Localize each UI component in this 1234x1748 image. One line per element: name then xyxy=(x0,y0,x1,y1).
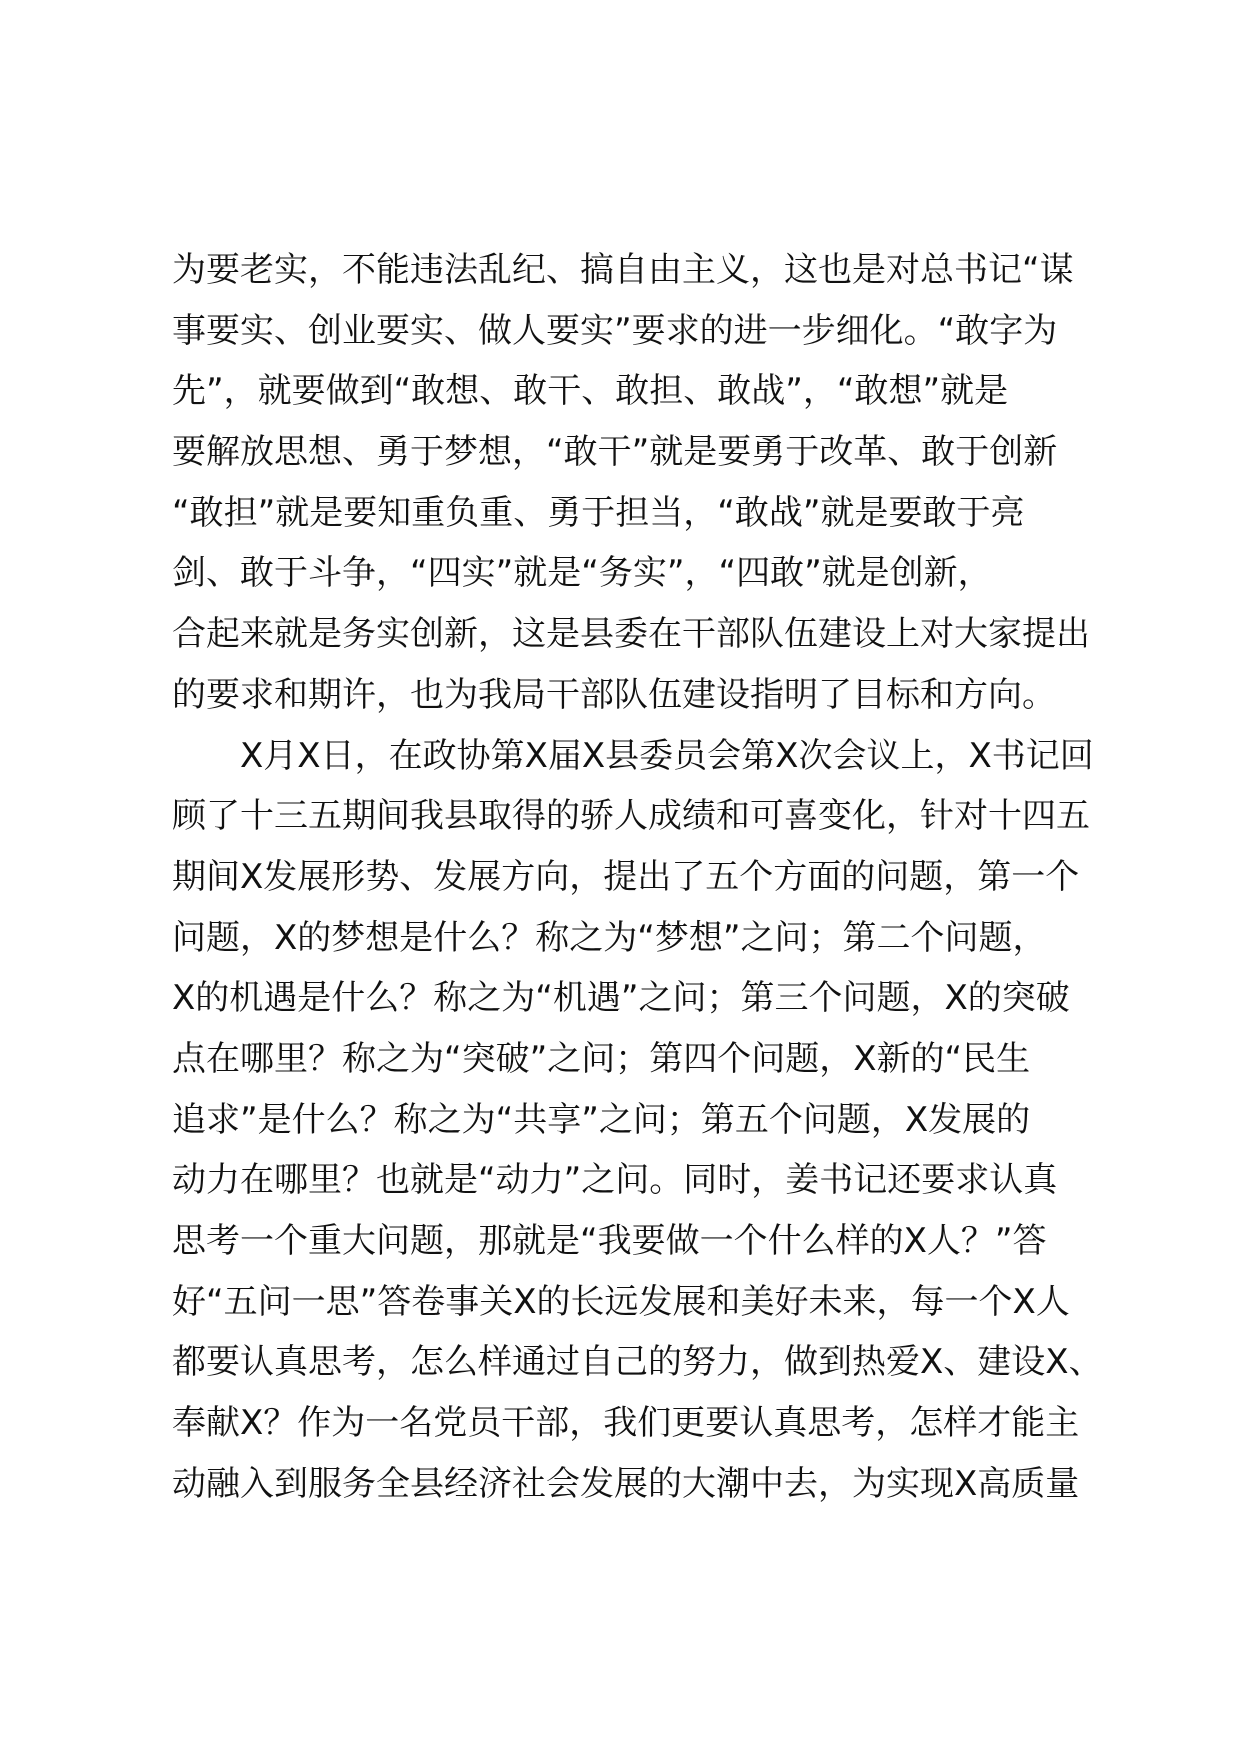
text-line: 的要求和期许，也为我局干部队伍建设指明了目标和方向。 xyxy=(172,674,1056,715)
text-line: 都要认真思考，怎么样通过自己的努力，做到热爱X、建设X、 xyxy=(172,1342,1103,1383)
text-line: 追求”是什么？称之为“共享”之问；第五个问题，X发展的 xyxy=(172,1099,1031,1140)
text-line: 问题，X的梦想是什么？称之为“梦想”之问；第二个问题， xyxy=(172,917,1047,958)
text-line: 奉献X？作为一名党员干部，我们更要认真思考，怎样才能主 xyxy=(172,1403,1080,1444)
text-line: 剑、敢于斗争，“四实”就是“务实”，“四敢”就是创新， xyxy=(172,553,992,594)
text-line: 期间X发展形势、发展方向，提出了五个方面的问题，第一个 xyxy=(172,856,1080,897)
text-line: 为要老实，不能违法乱纪、搞自由主义，这也是对总书记“谋 xyxy=(172,250,1074,290)
text-line: 先”，就要做到“敢想、敢干、敢担、敢战”，“敢想”就是 xyxy=(172,371,1009,412)
text-line: “敢担”就是要知重负重、勇于担当，“敢战”就是要敢于亮 xyxy=(172,492,1025,533)
text-line: 要解放思想、勇于梦想，“敢干”就是要勇于改革、敢于创新 xyxy=(172,432,1058,473)
text-line: X月X日，在政协第X届X县委员会第X次会议上，X书记回 xyxy=(172,735,1094,776)
text-line: 点在哪里？称之为“突破”之问；第四个问题，X新的“民生 xyxy=(172,1038,1031,1079)
text-line: 好“五问一思”答卷事关X的长远发展和美好未来，每一个X人 xyxy=(172,1281,1070,1322)
text-line: 动力在哪里？也就是“动力”之问。同时，姜书记还要求认真 xyxy=(172,1160,1058,1201)
text-line: 合起来就是务实创新，这是县委在干部队伍建设上对大家提出 xyxy=(172,614,1090,655)
text-line: 动融入到服务全县经济社会发展的大潮中去，为实现X高质量 xyxy=(172,1463,1080,1504)
text-line: 思考一个重大问题，那就是“我要做一个什么样的X人？”答 xyxy=(172,1221,1047,1261)
body-text xyxy=(172,240,1112,1514)
text-line: X的机遇是什么？称之为“机遇”之问；第三个问题，X的突破 xyxy=(172,978,1070,1019)
text-line: 事要实、创业要实、做人要实”要求的进一步细化。“敢字为 xyxy=(172,310,1058,351)
text-line: 顾了十三五期间我县取得的骄人成绩和可喜变化，针对十四五 xyxy=(172,796,1090,837)
